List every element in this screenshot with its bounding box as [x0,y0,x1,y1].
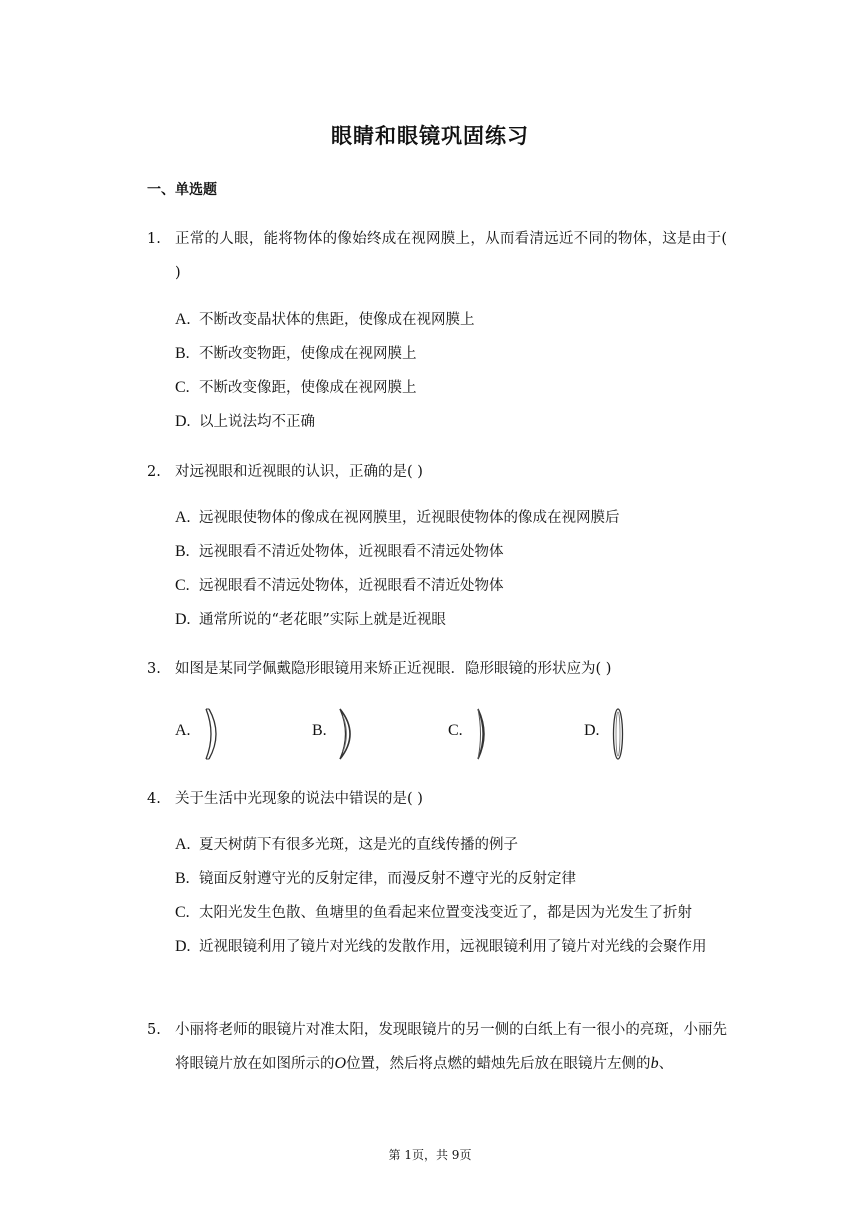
option-letter: C. [175,577,190,594]
option-text: 镜面反射遵守光的反射定律，而漫反射不遵守光的反射定律 [199,871,576,887]
question-number: 3. [147,661,161,677]
option-2b [175,535,735,569]
option-1b [175,337,735,371]
option-2c [175,569,735,603]
question-text-part: 位置，然后将点燃的蜡烛先后放在眼镜片左侧的 [346,1056,651,1072]
option-text: 通常所说的“老花眼”实际上就是近视眼 [199,612,446,628]
concave-meniscus-lens-icon [201,706,225,762]
option-1a [175,303,735,337]
option-letter: B. [312,722,327,739]
option-letter: A. [175,836,191,853]
lens-options-row [175,706,735,762]
question-number: 5. [147,1022,161,1038]
position-variable-o: O [334,1055,347,1072]
option-letter: C. [175,379,190,396]
option-letter: D. [175,413,191,430]
option-letter: D. [175,938,191,955]
biconvex-lens-icon [610,706,626,762]
question-number: 2. [147,464,161,480]
question-1 [147,222,727,290]
option-text: 远视眼使物体的像成在视网膜里，近视眼使物体的像成在视网膜后 [199,510,620,526]
question-text-part: 、 [658,1056,674,1072]
option-letter: D. [175,611,191,628]
option-letter: A. [175,722,191,739]
option-4c [175,896,735,930]
question-text: 对远视眼和近视眼的认识，正确的是( ) [175,464,423,480]
option-2d [175,603,735,637]
option-letter: B. [175,345,190,362]
question-2 [147,455,727,489]
option-1c [175,371,735,405]
page-footer: 第 1页，共 9页 [388,1148,472,1162]
question-text: 关于生活中光现象的说法中错误的是( ) [175,791,423,807]
option-text: 不断改变物距，使像成在视网膜上 [199,346,417,362]
option-letter: D. [584,722,600,739]
convex-meniscus-lens-icon [472,706,492,762]
question-text: 正常的人眼，能将物体的像始终成在视网膜上，从而看清远近不同的物体，这是由于( ) [175,231,727,281]
question-4 [147,782,727,816]
option-letter: A. [175,509,191,526]
option-4d [175,930,735,964]
section-heading: 一、单选题 [147,182,217,198]
option-1d [175,405,735,439]
question-text [175,1013,727,1081]
question-number: 4. [147,791,161,807]
question-5 [147,1013,727,1081]
option-2a [175,501,735,535]
option-letter: C. [175,904,190,921]
option-text: 近视眼镜利用了镜片对光线的发散作用，远视眼镜利用了镜片对光线的会聚作用 [199,939,707,955]
option-text: 不断改变晶状体的焦距，使像成在视网膜上 [199,312,475,328]
option-letter: C. [448,722,463,739]
question-text: 如图是某同学佩戴隐形眼镜用来矫正近视眼．隐形眼镜的形状应为( ) [175,661,612,677]
option-letter: A. [175,311,191,328]
option-4a [175,828,735,862]
option-text: 太阳光发生色散、鱼塘里的鱼看起来位置变浅变近了，都是因为光发生了折射 [199,905,692,921]
position-variable-b: b [650,1055,659,1072]
option-text: 夏天树荫下有很多光斑，这是光的直线传播的例子 [199,837,518,853]
option-4b [175,862,735,896]
question-text-part: 小丽将老师的眼镜片对准太阳，发现眼镜片的另一侧的白纸上有一很小的亮斑，小丽先将眼镜片放在如图所示的 [175,1022,727,1072]
option-letter: B. [175,543,190,560]
option-text: 以上说法均不正确 [199,414,315,430]
thick-meniscus-lens-icon [336,706,360,762]
question-number: 1. [147,231,161,247]
option-letter: B. [175,870,190,887]
option-text: 远视眼看不清近处物体，近视眼看不清远处物体 [199,544,504,560]
document-title: 眼睛和眼镜巩固练习 [331,123,529,148]
option-text: 远视眼看不清远处物体，近视眼看不清近处物体 [199,578,504,594]
question-3 [147,652,727,686]
option-text: 不断改变像距，使像成在视网膜上 [199,380,417,396]
